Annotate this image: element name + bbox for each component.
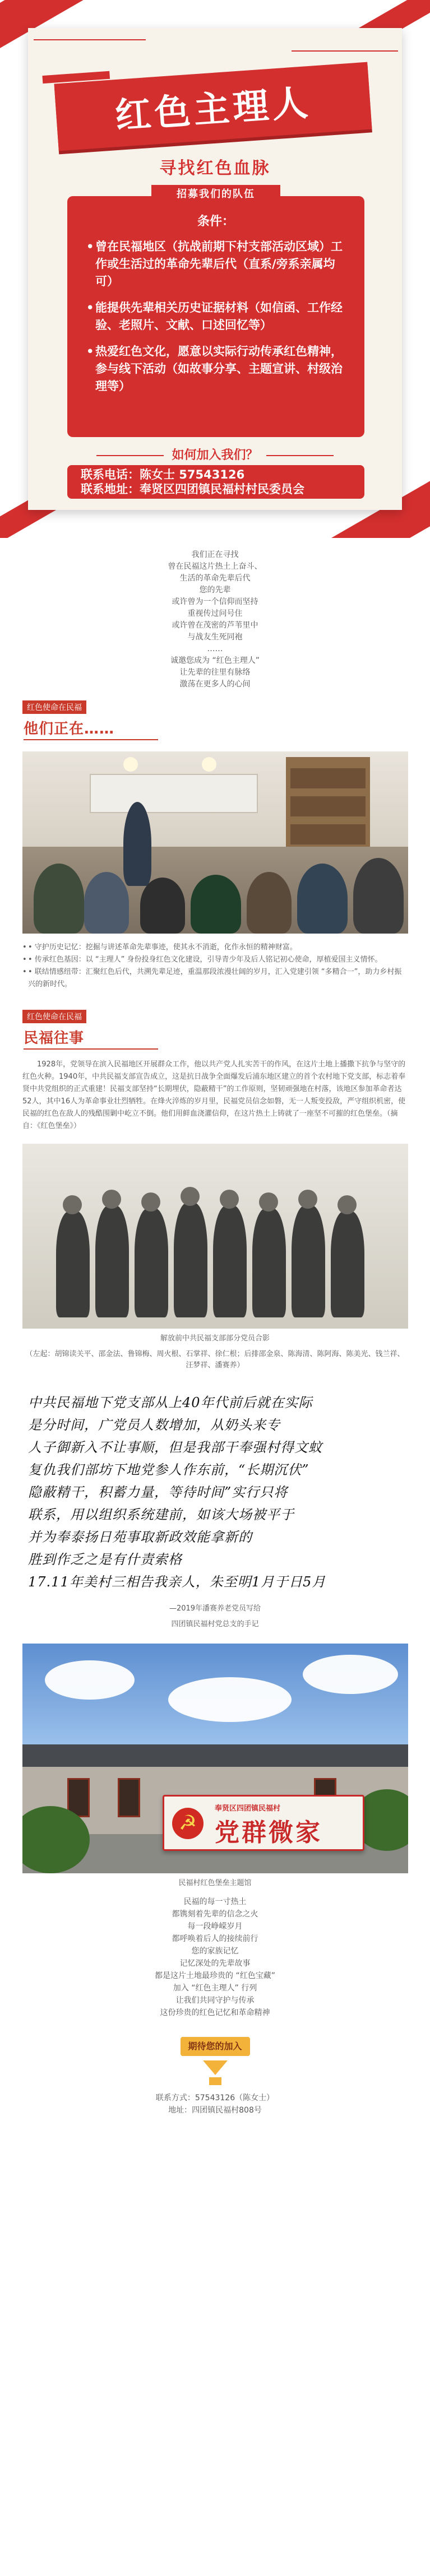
letter-line: 是分时间，广党员人数增加，从奶头来专 bbox=[28, 1417, 280, 1433]
requirement-item: • 曾在民福地区（抗战前期下村支部活动区域）工作或生活过的革命先辈后代（直系/旁系亲属均可） bbox=[86, 238, 345, 290]
photo-head bbox=[337, 1195, 357, 1214]
decor-line bbox=[34, 39, 146, 40]
section-heading: 他们正在…… bbox=[24, 721, 115, 737]
photo-caption: 解放前中共民福支部部分党员合影 bbox=[160, 1334, 270, 1343]
decor-line bbox=[292, 50, 398, 52]
poem-line: 每一段峥嵘岁月 bbox=[187, 1922, 243, 1931]
footer-contact bbox=[0, 2092, 430, 2131]
photo-figure bbox=[252, 1208, 286, 1317]
letter-line: 联系，用以组织系统建前，如该大场被平于 bbox=[28, 1507, 294, 1523]
poem-line: 民福的每一寸热土 bbox=[183, 1897, 247, 1906]
audience-figure bbox=[140, 878, 185, 934]
photo-head bbox=[141, 1192, 160, 1212]
sign-small-text: 奉贤区四团镇民福村 bbox=[215, 1804, 281, 1813]
shelf-row bbox=[290, 796, 366, 816]
recruit-poster bbox=[0, 0, 430, 538]
shelf-row bbox=[290, 768, 366, 788]
shelf-row bbox=[290, 824, 366, 844]
photo-figure bbox=[56, 1211, 90, 1317]
lamp-icon bbox=[123, 757, 138, 772]
join-title-text: 如何加入我们？ bbox=[172, 448, 258, 462]
photo-head bbox=[259, 1192, 278, 1212]
poem-line: 重视传过问号住 bbox=[187, 609, 243, 618]
requirements-box bbox=[67, 196, 364, 437]
poem-line: 或许曾为一个信仰而坚持 bbox=[172, 597, 258, 606]
poem-line: 曾在民福这片热土上奋斗、 bbox=[168, 562, 262, 571]
building-roof bbox=[22, 1744, 408, 1767]
poem-line: 激荡在更多人的心间 bbox=[179, 680, 251, 689]
sign-big-text: 党群微家 bbox=[215, 1818, 322, 1847]
audience-figure bbox=[84, 872, 129, 934]
intro-poem bbox=[0, 538, 430, 700]
photo-caption: 民福村红色堡垒主题馆 bbox=[178, 1879, 252, 1887]
section-tag: 红色使命在民福 bbox=[22, 700, 86, 714]
photo-figure bbox=[331, 1211, 364, 1317]
poem-line: …… bbox=[207, 644, 223, 653]
party-emblem-icon: ☭ bbox=[172, 1808, 204, 1839]
mission-bullets bbox=[22, 941, 408, 991]
audience-figure bbox=[353, 858, 404, 934]
photo-figure bbox=[292, 1205, 325, 1317]
letter-line: 隐蔽精干，积蓄力量，等待时间”实行只将 bbox=[28, 1484, 288, 1500]
arrow-down-icon bbox=[203, 2060, 228, 2075]
photo-figure bbox=[174, 1203, 207, 1317]
photo-head bbox=[220, 1190, 239, 1209]
poem-line: 都是这片土地最珍贵的 “红色宝藏” bbox=[155, 1971, 275, 1980]
poster-title: 红色主理人 bbox=[114, 82, 313, 138]
poem-line: 您的先辈 bbox=[199, 586, 231, 595]
photo-board bbox=[90, 774, 258, 813]
museum-photo bbox=[22, 1644, 408, 1873]
audience-figure bbox=[34, 864, 84, 934]
photo-head bbox=[298, 1190, 317, 1209]
photo-figure bbox=[213, 1205, 247, 1317]
poem-line: 记忆深处的先辈故事 bbox=[179, 1959, 251, 1968]
photo-caption: 四团镇民福村党总支的手记 bbox=[171, 1620, 259, 1628]
activity-photo bbox=[22, 751, 408, 934]
footer bbox=[0, 2037, 430, 2131]
letter-line: 复仇我们部坊下地党参人作东前，“长期沉伏” bbox=[28, 1462, 309, 1478]
poem-line: 您的家族记忆 bbox=[191, 1947, 239, 1956]
photo-head bbox=[181, 1187, 200, 1206]
photo-figure bbox=[95, 1205, 129, 1317]
cloud-shape bbox=[168, 1677, 292, 1722]
photo-head bbox=[102, 1190, 121, 1209]
contact-box bbox=[67, 465, 364, 499]
lamp-icon bbox=[202, 757, 216, 772]
audience-figure bbox=[247, 872, 292, 934]
letter-line: 并为奉泰扬日苑事取新政效能拿新的 bbox=[28, 1529, 252, 1545]
audience-figure bbox=[297, 864, 348, 934]
join-button[interactable]: 期待您的加入 bbox=[181, 2037, 250, 2056]
letter-line: 17.11年美村三相告我亲人，朱至明1月于日5月 bbox=[28, 1574, 326, 1590]
poem-line: 都呼唤着后人的接续前行 bbox=[172, 1934, 258, 1943]
photo-caption: （左起：胡锦读关平、邵金法、鲁锦梅、周火根、石掌祥、徐仁根；后排邵金泉、陈海清、陈阿海、陈美光、钱兰祥、汪梦祥、潘赛养） bbox=[25, 1350, 405, 1370]
poem-line: 与战友生死同袍 bbox=[187, 633, 243, 642]
speaker-figure bbox=[123, 802, 151, 886]
footer-phone: 联系方式：57543126（陈女士） bbox=[155, 2094, 275, 2102]
mission-bullet: • • 守护历史记忆：挖掘与讲述革命先辈事迹，使其永不消逝，化作永恒的精神财富。 bbox=[22, 941, 408, 954]
mission-bullet: • • 传承红色基因：以 “主理人” 身份投身红色文化建设，引导青少年及后人铭记初心使命，厚植爱国主义情怀。 bbox=[22, 954, 408, 966]
photo-head bbox=[63, 1195, 82, 1214]
team-tag: 招募我们的队伍 bbox=[151, 185, 280, 202]
photo-caption: —2019年潘赛养老党员写给 bbox=[169, 1604, 261, 1613]
poem-line: 让我们共同守护与传承 bbox=[175, 1996, 255, 2005]
requirement-item: • 能提供先辈相关历史证据材料（如信函、工作经验、老照片、文献、口述回忆等） bbox=[86, 299, 345, 334]
poem-line: 都镌刻着先辈的信念之火 bbox=[172, 1910, 258, 1919]
museum-sign bbox=[163, 1795, 364, 1851]
footer-address: 地址：四团镇民福村808号 bbox=[168, 2106, 262, 2115]
section-mission bbox=[0, 700, 430, 991]
join-title bbox=[0, 445, 430, 463]
closing-poem bbox=[0, 1889, 430, 2026]
contact-address: 联系地址：奉贤区四团镇民福村村民委员会 bbox=[81, 482, 304, 496]
heading-underline bbox=[24, 739, 158, 740]
poem-line: 这份珍贵的红色记忆和革命精神 bbox=[160, 2008, 270, 2017]
letter-line: 中共民福地下党支部从上40年代前后就在实际 bbox=[28, 1395, 313, 1410]
poem-line: 诚邀您成为 “红色主理人” bbox=[170, 656, 260, 665]
poem-line: 加入 “红色主理人” 行列 bbox=[173, 1984, 257, 1993]
historic-group-photo bbox=[22, 1144, 408, 1329]
contact-phone: 联系电话：陈女士 57543126 bbox=[81, 468, 245, 481]
poem-line: 生活的革命先辈后代 bbox=[179, 574, 251, 583]
building-window bbox=[118, 1778, 140, 1817]
poster-subtitle: 寻找红色血脉 bbox=[159, 159, 271, 178]
cloud-shape bbox=[45, 1660, 135, 1700]
poem-line: 我们正在寻找 bbox=[191, 550, 239, 559]
letter-line: 人子御新入不让事顺，但是我部干奉强村得文蚊 bbox=[28, 1440, 322, 1455]
handwritten-letter bbox=[22, 1380, 408, 1599]
arrow-stem bbox=[209, 2077, 221, 2085]
heading-underline bbox=[24, 1048, 158, 1050]
mission-bullet: • • 联结情感纽带：汇聚红色后代，共溯先辈足迹，重温那段浓漫壮阔的岁月，汇入党建引领 “多精合一”，助力乡村振兴的新时代。 bbox=[22, 966, 408, 991]
poem-line: 让先辈的往里有脉络 bbox=[179, 668, 251, 677]
history-text: 1928年，党领导在滨入民福地区开展群众工作，他以共产党人扎实苦干的作风，在这片土地上播撒下抗争与坚守的红色火种。1940年，中共民福支部宣告成立，这是抗日战争全面爆发后浦东地区建立的首个农村地下党支部，标志着奉贤中共党组织的正式重建！民福支部坚持“长期埋伏，隐蔽精干”的工作原则，坚韧顽强地在村落，该地区参加革命者达52人，其中16人为革命事业壮烈牺牲。在烽火淬炼的岁月里，民福党员信念如磐，无一人叛变投敌，严守组织机密，使民福的红色在敌人的残酷围剿中屹立不倒。他们用鲜血浇灌信仰，在这片热土上铸就了一座坚不可摧的红色堡垒。（摘自：《红色堡垒》） bbox=[22, 1060, 406, 1130]
requirements-title: 条件： bbox=[197, 215, 234, 229]
section-tag: 红色使命在民福 bbox=[22, 1010, 86, 1023]
audience-figure bbox=[191, 875, 241, 934]
poem-line: 或许曾在茂密的芦苇里中 bbox=[172, 621, 258, 630]
section-heading: 民福往事 bbox=[24, 1030, 85, 1047]
photo-figure bbox=[135, 1208, 168, 1317]
requirement-item: • 热爱红色文化，愿意以实际行动传承红色精神，参与线下活动（如故事分享、主题宣讲、村级治理等） bbox=[86, 343, 345, 395]
letter-line: 胜到作乏之是有什责索格 bbox=[28, 1552, 182, 1567]
section-history bbox=[0, 1010, 430, 1889]
cloud-shape bbox=[303, 1655, 398, 1694]
